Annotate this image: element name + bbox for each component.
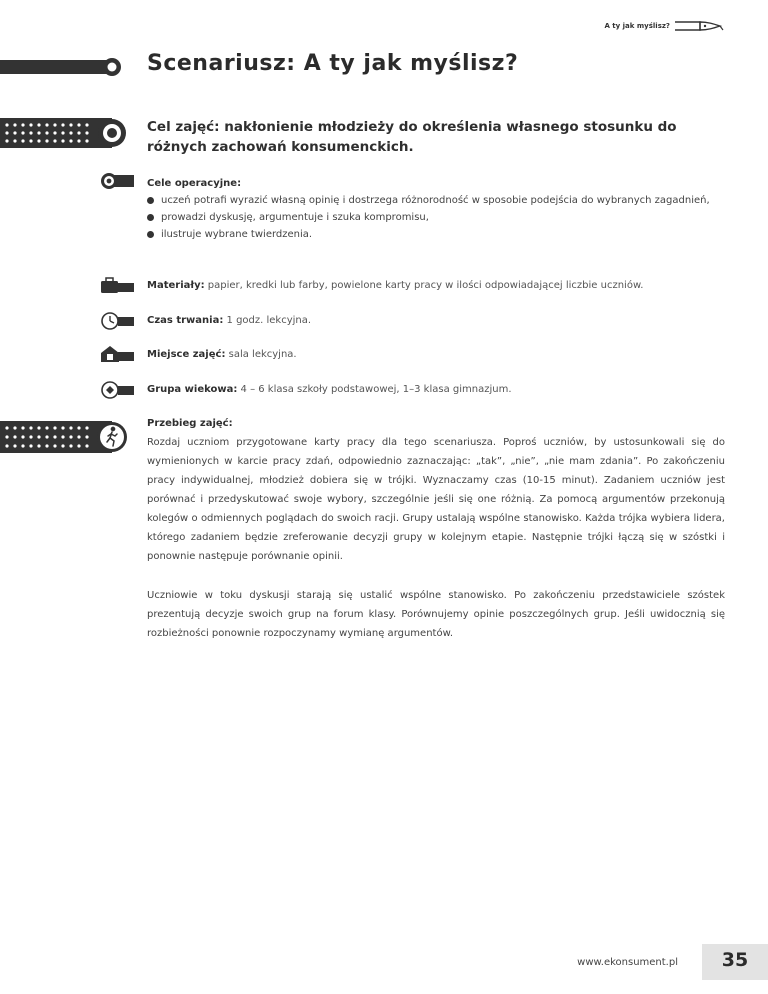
operational-goals-list — [147, 192, 732, 243]
dotted-bar-decoration — [0, 118, 130, 148]
age-row — [147, 384, 737, 395]
place-value: sala lekcyjna. — [225, 349, 297, 360]
pen-icon — [674, 19, 724, 33]
page-number: 35 — [721, 949, 749, 971]
list-item: uczeń potrafi wyrazić własną opinię i dostrzega różnorodność w sposobie podejścia do wybranych zagadnień, — [147, 192, 732, 209]
place-label: Miejsce zajęć: — [147, 349, 226, 360]
page-title: Scenariusz: A ty jak myślisz? — [147, 51, 519, 76]
clock-icon — [100, 311, 134, 331]
duration-row — [147, 315, 737, 326]
age-value: 4 – 6 klasa szkoły podstawowej, 1–3 klasa gimnazjum. — [237, 384, 512, 395]
diamond-icon — [100, 380, 134, 400]
list-item: ilustruje wybrane twierdzenia. — [147, 226, 732, 243]
duration-value: 1 godz. lekcyjna. — [223, 315, 312, 326]
lesson-flow-paragraph-1: Rozdaj uczniom przygotowane karty pracy dla tego scenariusza. Poproś uczniów, by ustosunkowali się do wymienionych w karcie pracy zdań, odpowiednio zaznaczając: „tak”, „nie”, „nie mam zdania”. Po zakończeniu pracy indywidualnej, młodzież dobiera się w trójki. Wyznaczamy czas (10-15 minut). Zadaniem uczniów jest porównać i przedyskutować swoje wybory, szczególnie jeśli się one różnią. Za pomocą argumentów przekonują kolegów o odmiennych poglądach do swoich racji. Grupy ustalają wspólne stanowisko. Każda trójka wybiera lidera, którego zadaniem będzie zreferowanie decyzji grupy w kolejnym etapie. Następnie trójki łączą się w szóstki i ponownie następuje porównanie opinii. — [147, 437, 725, 562]
footer-url: www.ekonsument.pl — [577, 957, 678, 968]
place-row — [147, 349, 737, 360]
age-label: Grupa wiekowa: — [147, 384, 238, 395]
briefcase-icon — [100, 277, 134, 295]
operational-goals-label: Cele operacyjne: — [147, 178, 242, 189]
running-header: A ty jak myślisz? — [604, 22, 670, 30]
materials-value: papier, kredki lub farby, powielone karty pracy w ilości odpowiadającej liczbie uczniów. — [204, 280, 644, 291]
duration-label: Czas trwania: — [147, 315, 224, 326]
operational-goals — [147, 175, 732, 243]
target-icon — [100, 172, 134, 190]
house-icon — [100, 344, 134, 364]
walker-icon — [0, 421, 130, 453]
list-item: prowadzi dyskusję, argumentuje i szuka kompromisu, — [147, 209, 732, 226]
materials-row — [147, 280, 737, 291]
lesson-flow-paragraph-2: Uczniowie w toku dyskusji starają się ustalić wspólne stanowisko. Po zakończeniu przedstawiciele szóstek prezentują decyzje swoich grup na forum klasy. Porównujemy opinie poszczególnych grup. Jeśli uwidocznią się rozbieżności ponownie rozpoczynamy wymianę argumentów. — [147, 590, 725, 639]
lesson-flow-label: Przebieg zajęć: — [147, 418, 233, 429]
materials-label: Materiały: — [147, 280, 205, 291]
lesson-goal: Cel zajęć: nakłonienie młodzieży do określenia własnego stosunku do różnych zachowań konsumenckich. — [147, 119, 677, 155]
title-bar-decoration — [0, 58, 125, 76]
lesson-flow — [147, 414, 725, 643]
